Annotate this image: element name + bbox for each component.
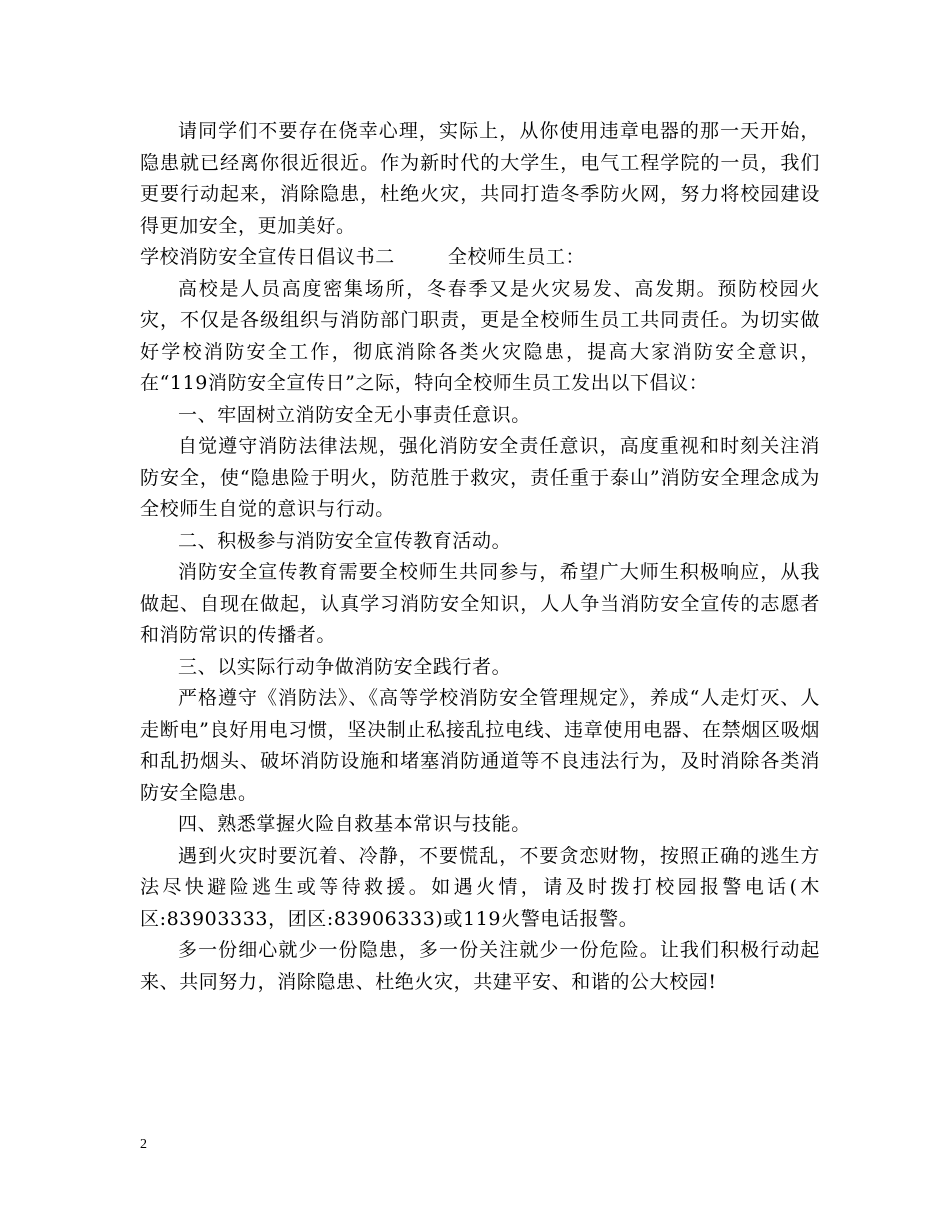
section-heading-3: 三、以实际行动争做消防安全践行者。: [178, 655, 512, 678]
section-heading-1: 一、牢固树立消防安全无小事责任意识。: [178, 403, 531, 426]
paragraph-section-2: 消防安全宣传教育需要全校师生共同参与，希望广大师生积极响应，从我做起、自现在做起，认真学习消防安全知识，人人争当消防安全宣传的志愿者和消防常识的传播者。: [140, 561, 820, 646]
proposal-heading: 学校消防安全宣传日倡议书二 全校师生员工：: [140, 246, 586, 268]
paragraph-safety-reminder: 请同学们不要存在侥幸心理，实际上，从你使用违章电器的那一天开始，隐患就已经离你很近很近。作为新时代的大学生，电气工程学院的一员，我们更要行动起来，消除隐患，杜绝火灾，共同打造冬季防火网，努力将校园建设得更加安全，更加美好。: [140, 120, 820, 237]
paragraph-section-3: 严格遵守《消防法》、《高等学校消防安全管理规定》，养成“人走灯灭、人走断电”良好用电习惯，坚决制止私接乱拉电线、违章使用电器、在禁烟区吸烟和乱扔烟头、破坏消防设施和堵塞消防通道等不良违法行为，及时消除各类消防安全隐患。: [140, 687, 820, 804]
section-heading-2: 二、积极参与消防安全宣传教育活动。: [178, 529, 512, 552]
page-number: 2: [140, 1137, 147, 1152]
section-heading-4: 四、熟悉掌握火险自救基本常识与技能。: [178, 813, 531, 835]
paragraph-closing: 多一份细心就少一份隐患，多一份关注就少一份危险。让我们积极行动起来、共同努力，消除隐患、杜绝火灾，共建平安、和谐的公大校园!: [140, 939, 820, 993]
paragraph-section-4: 遇到火灾时要沉着、冷静，不要慌乱，不要贪恋财物，按照正确的逃生方法尽快避险逃生或等待救援。如遇火情，请及时拨打校园报警电话(木区:83903333，团区:83906333)或119火警电话报警。: [140, 844, 820, 930]
paragraph-section-1: 自觉遵守消防法律法规，强化消防安全责任意识，高度重视和时刻关注消防安全，使“隐患险于明火，防范胜于救灾，责任重于泰山”消防安全理念成为全校师生自觉的意识与行动。: [140, 435, 820, 520]
paragraph-introduction: 高校是人员高度密集场所，冬春季又是火灾易发、高发期。预防校园火灾，不仅是各级组织与消防部门职责，更是全校师生员工共同责任。为切实做好学校消防安全工作，彻底消除各类火灾隐患，提高大家消防安全意识，在“119消防安全宣传日”之际，特向全校师生员工发出以下倡议：: [140, 277, 820, 394]
document-body: [140, 116, 820, 998]
